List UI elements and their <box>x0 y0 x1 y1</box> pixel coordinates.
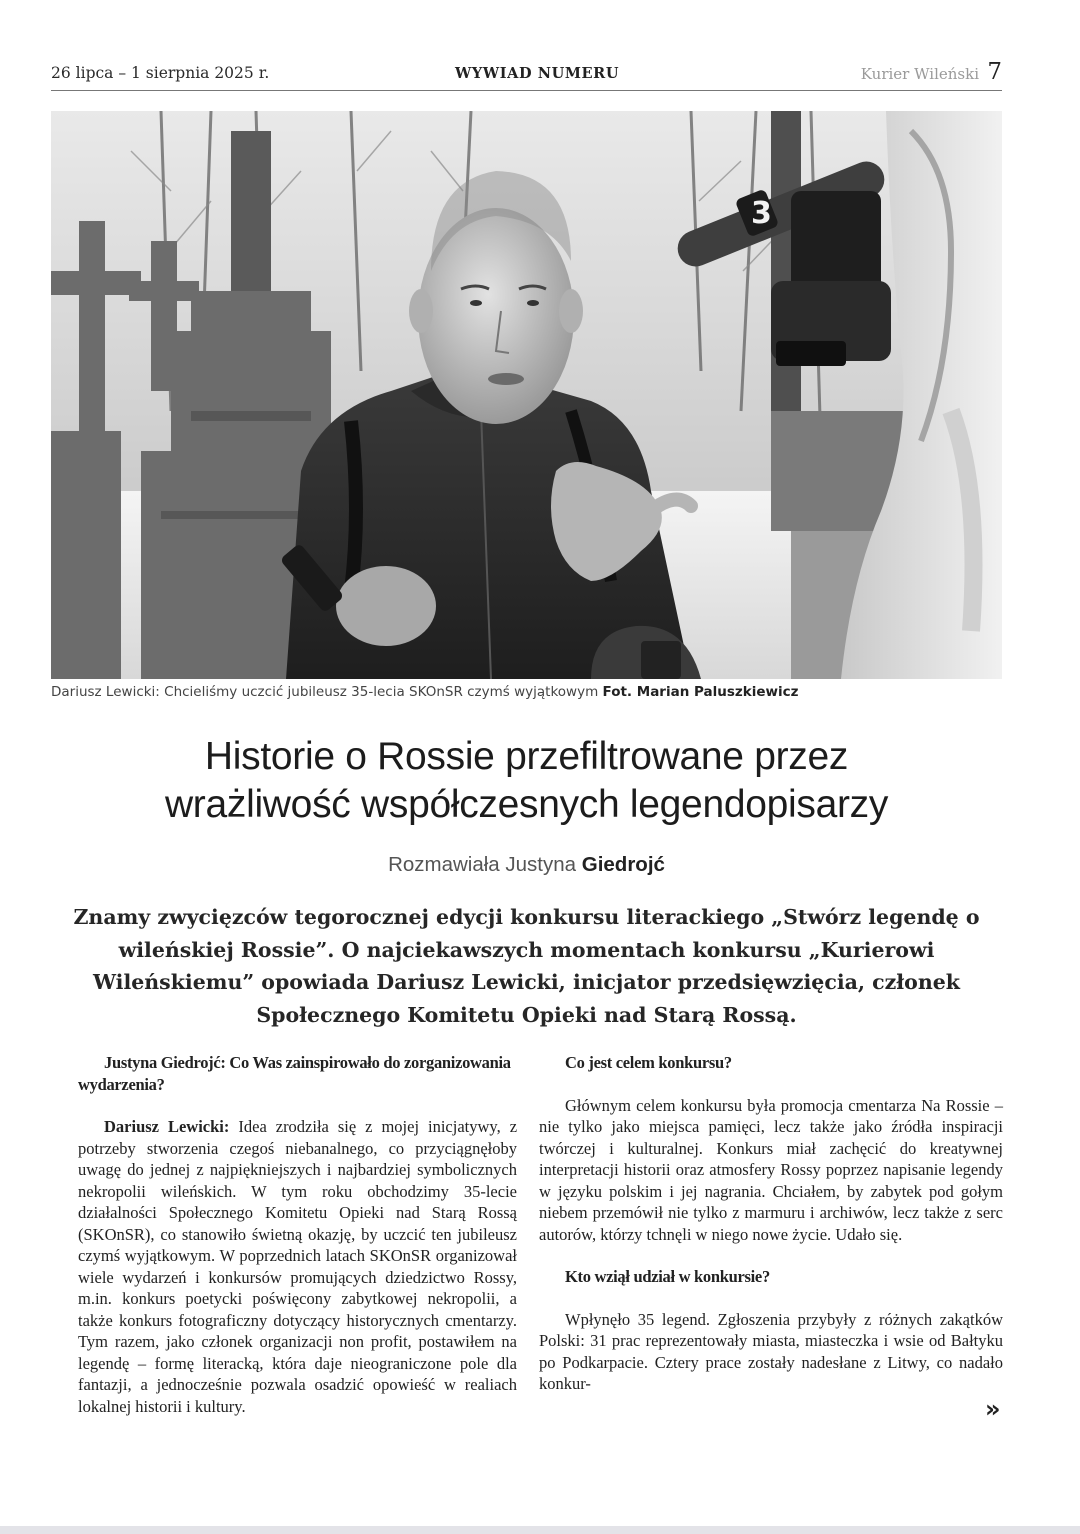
article-lead: Znamy zwycięzców tegorocznej edycji konkursu literackiego „Stwórz legendę o wileńskiej Rossie”. O najciekawszych momentach konkursu „Kurierowi Wileńskiemu” opowiada Dariusz Lewicki, inicjator przedsięwzięcia, członek Społecznego Komitetu Opieki nad Starą Rossą. <box>73 905 980 1027</box>
paragraph-gap <box>78 1095 517 1116</box>
publication-name: Kurier Wileński <box>860 65 979 83</box>
left-column <box>78 1052 517 1417</box>
answer-1-text: Idea zrodziła się z mojej inicjatywy, z potrzeby stworzenia czegoś niebanalnego, co przyciągnęłoby uwagę do jednej z najpiękniejszych i najbardziej symbolicznych nekropolii wileńskich. W tym roku obchodzimy 35-lecie działalności Społecznego Komitetu Opieki nad Starą Rossą (SKOnSR), co stanowiło świetną okazję, by uczcić ten jubileusz czymś wyjątkowym. W poprzednich latach SKOnSR organizował wiele wydarzeń i konkursów promujących dziedzictwo Rossy, m.in. konkurs poetycki poświęcony zabytkowej nekropolii, a także konkurs fotograficzny dotyczący historycznych cmentarzy. Tym razem, jako członek organizacji non profit, postawiłem na legendę – formę literacką, która daje nieograniczone pole dla fantazji, a jednocześnie pozwala osadzić opowieść w realiach lokalnej historii i kultury. <box>78 1117 518 1416</box>
continue-arrow-icon: » <box>985 1395 1001 1423</box>
issue-date: 26 lipca – 1 sierpnia 2025 r. <box>51 64 270 82</box>
paragraph-gap <box>539 1245 1003 1266</box>
mic-badge: 3 <box>751 196 772 231</box>
photo-icon <box>51 111 1002 679</box>
section-title: WYWIAD NUMERU <box>455 65 620 82</box>
answer-1-speaker: Dariusz Lewicki: <box>104 1117 230 1136</box>
question-1: Justyna Giedrojć: Co Was zainspirowało do zorganizowania wydarzenia? <box>78 1053 511 1094</box>
answer-2: Głównym celem konkursu była promocja cmentarza Na Rossie – nie tylko jako miejsca pamięci, lecz także jako źródła inspiracji twórczej i kulturalnej. Konkurs miał zachęcić do kreatywnej interpretacji historii oraz atmosfery Rossy poprzez napisanie legendy w języku polskim i jej nagrania. Chciałem, by zabytek pod gołym niebem przemówił nie tylko z marmuru i archiwów, lecz także z serc autorów, którzy tchnęli w niego nowe życie. Udało się. <box>539 1095 1003 1244</box>
byline-surname: Giedrojć <box>581 853 665 876</box>
page-number: 7 <box>987 59 1002 85</box>
right-column <box>539 1052 1003 1395</box>
answer-3: Wpłynęło 35 legend. Zgłoszenia przybyły z różnych zakątków Polski: 31 prac reprezentowały miasta, miasteczka i wsie od Bałtyku po Podkarpacie. Cztery prace zostały nadesłane z Litwy, co nadało konkur- <box>539 1309 1003 1393</box>
headline-line-2: wrażliwość współczesnych legendopisarzy <box>164 783 889 826</box>
byline <box>51 853 1002 877</box>
question-3: Kto wziął udział w konkursie? <box>565 1267 770 1286</box>
paragraph-gap <box>539 1074 1003 1095</box>
article-photo <box>51 111 1002 679</box>
page-bottom-strip <box>0 1526 1080 1534</box>
photo-caption <box>51 684 1002 700</box>
headline-line-1: Historie o Rossie przefiltrowane przez <box>204 735 849 778</box>
caption-text: Dariusz Lewicki: Chcieliśmy uczcić jubileusz 35-lecia SKOnSR czymś wyjątkowym <box>51 684 599 700</box>
photo-credit: Fot. Marian Paluszkiewicz <box>602 684 799 700</box>
article-headline <box>51 733 1002 829</box>
paragraph-gap <box>539 1288 1003 1309</box>
question-2: Co jest celem konkursu? <box>565 1053 732 1072</box>
running-header <box>51 60 1002 91</box>
answer-1 <box>78 1116 517 1417</box>
byline-role: Rozmawiała Justyna <box>388 853 577 876</box>
